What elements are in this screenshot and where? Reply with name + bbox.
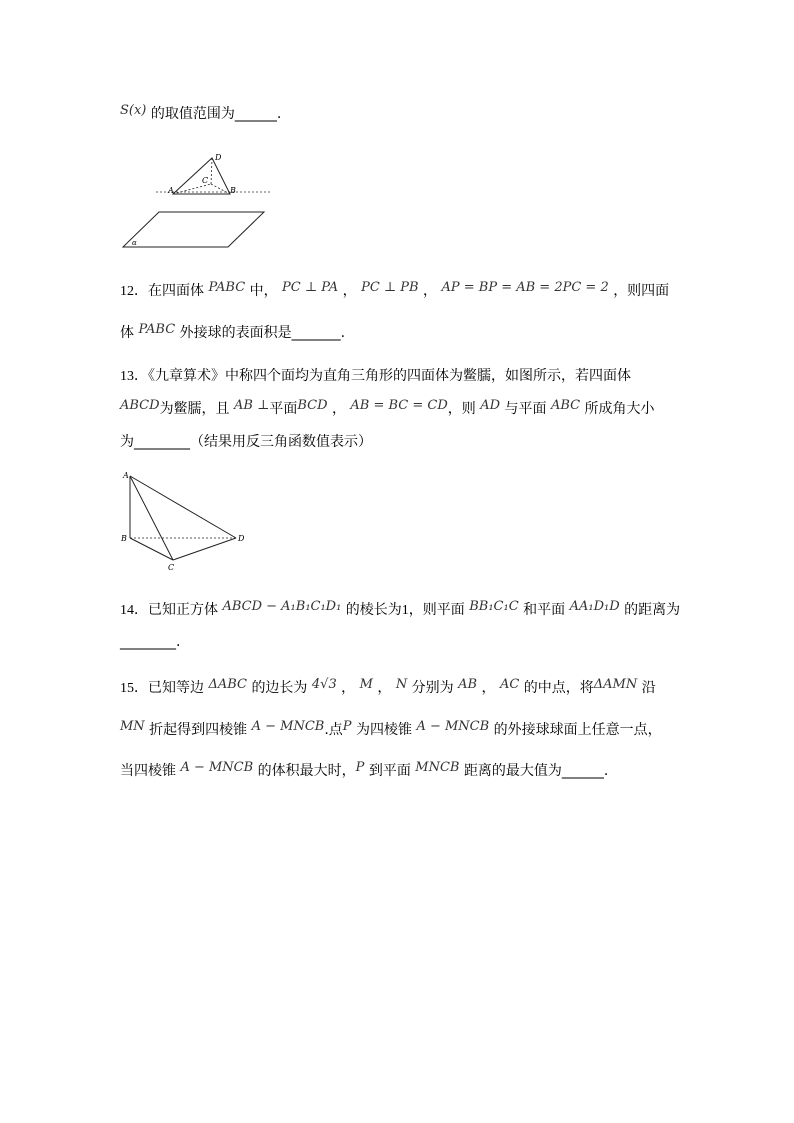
text: 的距离为 — [624, 602, 681, 618]
math-expr: ABC — [550, 398, 581, 413]
math-expr: P — [342, 719, 352, 734]
math-expr: PABC — [138, 322, 176, 337]
text: 沿 — [641, 680, 656, 696]
question-15-line-3 — [120, 761, 608, 782]
text: 为鳖臑，且 — [159, 401, 230, 417]
text: ， — [377, 680, 392, 696]
math-expr: ABCD − A₁B₁C₁D₁ — [222, 599, 342, 614]
label-C: C — [168, 563, 175, 572]
question-15-line-1 — [120, 678, 656, 699]
math-expr: A − MNCB — [251, 719, 325, 734]
text: .点 — [324, 722, 343, 738]
math-expr: BCD — [297, 398, 328, 413]
text: 折起得到四棱锥 — [149, 722, 248, 738]
question-number: 15． — [120, 681, 148, 696]
question-15-line-2 — [120, 720, 662, 741]
text: ， — [423, 283, 438, 299]
text: 为________（结果用反三角函数值表示） — [120, 434, 372, 450]
text: ， — [342, 283, 357, 299]
math-expr: S(x) — [120, 103, 147, 118]
math-expr: 4√3 — [311, 677, 337, 692]
figure-tetrahedron-plane — [118, 150, 273, 250]
math-expr: MNCB — [415, 760, 460, 775]
math-expr: N — [395, 677, 408, 692]
text: 和平面 — [523, 602, 566, 618]
question-12-line-2 — [120, 323, 345, 344]
math-expr: M — [359, 677, 373, 692]
text: ________. — [120, 634, 181, 650]
math-expr: BB₁C₁C — [469, 599, 519, 614]
text: 分别为 — [411, 680, 454, 696]
question-number: 13． — [120, 369, 148, 384]
math-expr: AB ⊥ — [234, 398, 270, 413]
text: ， — [331, 401, 346, 417]
text: 平面 — [269, 401, 298, 417]
text: 在四面体 — [148, 283, 204, 299]
question-number: 12． — [120, 284, 148, 299]
math-expr: MN — [120, 719, 145, 734]
text: 的边长为 — [251, 680, 308, 696]
math-expr: A − MNCB — [416, 719, 490, 734]
text: 的取值范围为______. — [150, 106, 282, 122]
math-expr: ABCD — [120, 398, 160, 413]
text: 与平面 — [504, 401, 547, 417]
text: 所成角大小 — [584, 401, 655, 417]
math-expr: PC ⊥ PA — [282, 280, 339, 295]
text: 已知等边 — [148, 680, 204, 696]
question-13-line-1 — [120, 366, 631, 387]
text: 当四棱锥 — [120, 763, 176, 779]
question-13-line-3 — [120, 432, 372, 452]
text: ， — [481, 680, 496, 696]
text: 到平面 — [368, 763, 411, 779]
math-expr: AC — [499, 677, 520, 692]
label-alpha: α — [132, 239, 137, 247]
math-expr: PC ⊥ PB — [361, 280, 419, 295]
label-C: C — [202, 176, 209, 185]
label-B: B — [230, 186, 236, 195]
text: ，则平面 — [408, 602, 465, 618]
question-13-line-2 — [120, 399, 655, 420]
label-A: A — [168, 186, 174, 195]
question-14-line-2 — [120, 632, 180, 652]
question-12-line-1 — [120, 281, 669, 302]
label-D: D — [238, 534, 245, 543]
label-B: B — [121, 534, 127, 543]
math-expr: A − MNCB — [180, 760, 254, 775]
math-expr: AA₁D₁D — [569, 599, 620, 614]
text: 外接球的表面积是_______. — [179, 325, 346, 341]
question-number: 14． — [120, 603, 148, 618]
label-D: D — [215, 153, 222, 162]
math-expr: PABC — [208, 280, 246, 295]
text: ，则四面 — [613, 283, 670, 299]
text: 已知正方体 — [148, 602, 218, 618]
text: 的外接球球面上任意一点， — [493, 722, 662, 738]
figure-bienao-tetrahedron — [118, 468, 248, 572]
text: 体 — [120, 325, 134, 341]
math-expr: AB — [458, 677, 478, 692]
text: 《九章算术》中称四个面均为直角三角形的四面体为鳖臑，如图所示，若四面体 — [148, 368, 631, 384]
label-A: A — [123, 471, 129, 480]
text: ，则 — [447, 401, 476, 417]
question-14-line-1 — [120, 600, 680, 621]
text: 为四棱锥 — [355, 722, 412, 738]
text: 的中点，将 — [523, 680, 594, 696]
text: 的棱长为 — [345, 602, 402, 618]
number: 1 — [401, 603, 409, 618]
math-expr: AD — [480, 398, 501, 413]
text: ， — [341, 680, 356, 696]
math-expr: AP = BP = AB = 2PC = 2 — [441, 280, 609, 295]
text: 中， — [249, 283, 278, 299]
math-expr: ΔAMN — [593, 677, 638, 692]
fragment-line — [120, 104, 281, 125]
math-expr: ΔABC — [208, 677, 247, 692]
math-expr: P — [355, 760, 365, 775]
text: 的体积最大时， — [257, 763, 356, 779]
math-expr: AB = BC = CD — [350, 398, 448, 413]
text: 距离的最大值为______. — [463, 763, 609, 779]
